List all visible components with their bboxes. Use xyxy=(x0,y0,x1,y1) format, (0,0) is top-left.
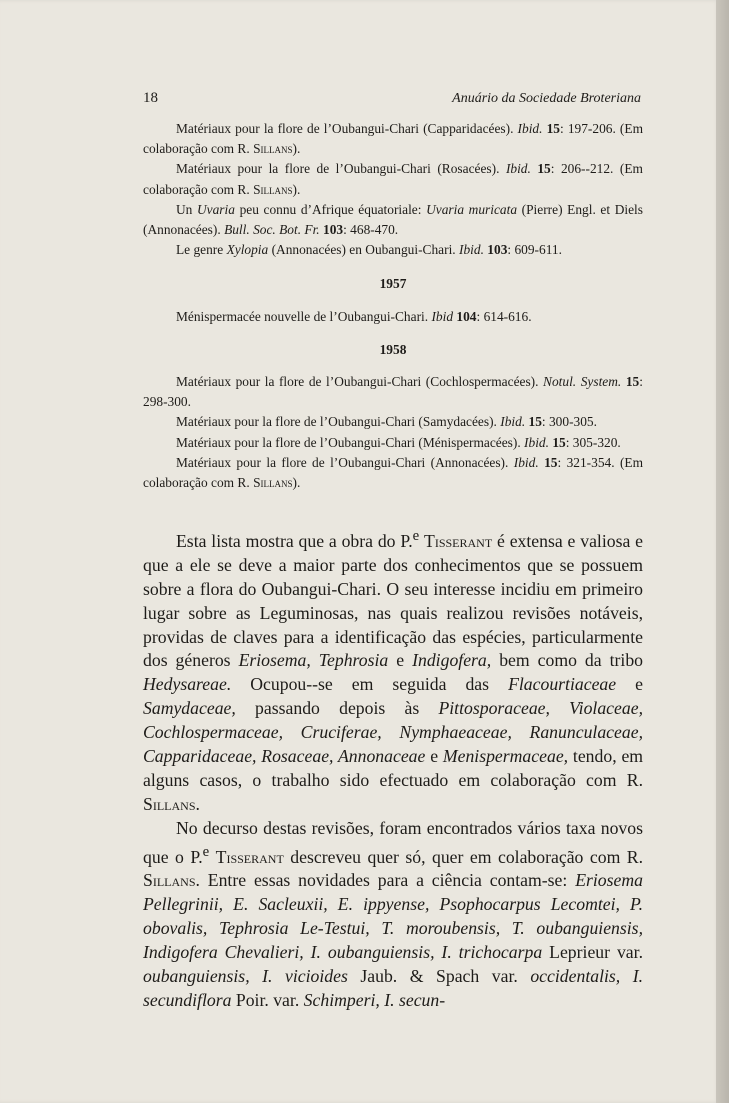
running-head xyxy=(143,90,641,107)
bib-entry: Matériaux pour la flore de l’Oubangui-Chari (Annonacées). Ibid. 15: 321-354. (Em colaboração com R. Sillans). xyxy=(143,454,643,491)
bib-entry: Matériaux pour la flore de l’Oubangui-Chari (Cochlospermacées). Notul. System. 15: 298-300. xyxy=(143,374,643,410)
body-paragraph: Esta lista mostra que a obra do P.$^e$ Tisserant é extensa e valiosa e que a ele se deve a maior parte dos conhecimentos que se possuem sobre a flora do Oubangui-Chari. O seu interesse incidiu em primeiro lugar sobre as Leguminosas, nas quais realizou revisões notáveis, providas de claves para a identificação das espécies, particularmente dos géneros Eriosema, Tephrosia e Indigofera, bem como da tribo Hedysareae. Ocupou--se em seguida das Flacourtiaceae e Samydaceae, passando depois às Pittosporaceae, Violaceae, Cochlospermaceae, Cruciferae, Nymphaeaceae, Ranunculaceae, Capparidaceae, Rosaceae, Annonaceae e Menispermaceae, tendo, em alguns casos, o trabalho sido efectuado em colaboração com R. Sillans. xyxy=(143,528,644,814)
year-heading-1958: 1958 xyxy=(379,341,407,357)
page-number: 18 xyxy=(143,90,158,106)
body-text xyxy=(143,525,643,1013)
bib-entry: Matériaux pour la flore de l’Oubangui-Chari (Capparidacées). Ibid. 15: 197-206. (Em colaboração com R. Sillans). xyxy=(143,121,643,157)
bib-entry: Matériaux pour la flore de l’Oubangui-Chari (Samydacées). Ibid. 15: 300-305. xyxy=(176,414,597,430)
bib-entry: Matériaux pour la flore de l’Oubangui-Chari (Rosacées). Ibid. 15: 206--212. (Em colaboração com R. Sillans). xyxy=(143,161,643,197)
bib-entry: Matériaux pour la flore de l’Oubangui-Chari (Ménispermacées). Ibid. 15: 305-320. xyxy=(176,434,621,450)
year-heading-1957: 1957 xyxy=(379,276,407,292)
body-paragraph: No decurso destas revisões, foram encontrados vários taxa novos que o P.$^e$ Tisserant descreveu quer só, quer em colaboração com R. Sillans. Entre essas novidades para a ciência contam-se: Eriosema Pellegrinii, E. Sacleuxii, E. ippyense, Psophocarpus Lecomtei, P. obovalis, Tephrosia Le-Testui, T. moroubensis, T. oubanguiensis, Indigofera Chevalieri, I. oubanguiensis, I. trichocarpa Leprieur var. oubanguiensis, I. vicioides Jaub. & Spach var. occidentalis, I. secundiflora Poir. var. Schimperi, I. secun- xyxy=(143,817,644,1010)
running-title: Anuário da Sociedade Broteriana xyxy=(452,91,641,106)
page-edge xyxy=(716,0,729,1103)
bibliography xyxy=(143,119,643,493)
bib-entry: Le genre Xylopia (Annonacées) en Oubangui-Chari. Ibid. 103: 609-611. xyxy=(176,242,562,258)
bib-entry: Ménispermacée nouvelle de l’Oubangui-Chari. Ibid 104: 614-616. xyxy=(176,308,532,324)
bib-entry: Un Uvaria peu connu d’Afrique équatoriale: Uvaria muricata (Pierre) Engl. et Diels (Annonacées). Bull. Soc. Bot. Fr. 103: 468-470. xyxy=(143,201,643,238)
